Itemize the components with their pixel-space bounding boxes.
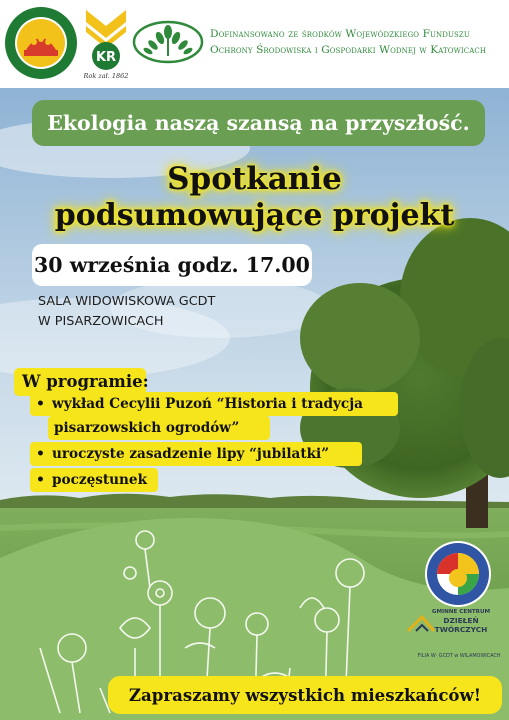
gcdt-circular-badge-icon [424,540,492,608]
svg-text:KR: KR [95,50,117,65]
bullet-icon: • [36,446,45,462]
program-item-lecture-continued: pisarzowskich ogrodów” [48,416,270,440]
funding-line-2: Ochrony Środowiska i Gospodarki Wodnej w Katowicach [210,44,487,56]
program-item-refreshments [30,468,158,492]
venue-line-1: SALA WIDOWISKOWA GCDT [38,294,216,309]
title-line-2: podsumowujące projekt [54,198,455,233]
kr-emblem-icon [84,8,128,80]
program-item-lecture [30,392,398,416]
svg-text:Rok zał. 1862: Rok zał. 1862 [84,72,128,80]
gcdt-subtitle: FILIA W· GCDT w WILAMOWICACH [417,653,501,659]
slogan-banner: Ekologia naszą szansą na przyszłość. [32,100,485,146]
program-item-text: uroczyste zasadzenie lipy “jubilatki” [52,446,330,462]
title-line-1: Spotkanie [167,161,342,197]
header [0,0,509,88]
invitation-banner: Zapraszamy wszystkich mieszkańców! [108,676,502,714]
funding-line-1: Dofinansowano ze środków Wojewódzkiego Funduszu [210,28,470,40]
program-item-tree-planting [30,442,362,466]
gcdt-name [428,609,494,634]
gcdt-name-line-2: DZIEŁEŃ TWÓRCZYCH [434,616,488,634]
program-heading: W programie: [14,368,146,396]
program-item-text: poczęstunek [52,472,147,488]
bullet-icon: • [36,396,45,412]
wfosigw-leaves-emblem-icon [132,20,204,64]
gcdt-name-line-1: GMINNE CENTRUM [431,609,491,615]
venue [38,292,298,332]
event-date: 30 września godz. 17.00 [32,244,312,286]
poster [0,88,509,720]
funding-note [210,26,506,58]
venue-line-2: W PISARZOWICACH [38,314,164,329]
bullet-icon: • [36,472,45,488]
program-item-text: wykład Cecylii Puzoń “Historia i tradycja [52,396,363,412]
kgw-emblem-icon [4,6,78,80]
